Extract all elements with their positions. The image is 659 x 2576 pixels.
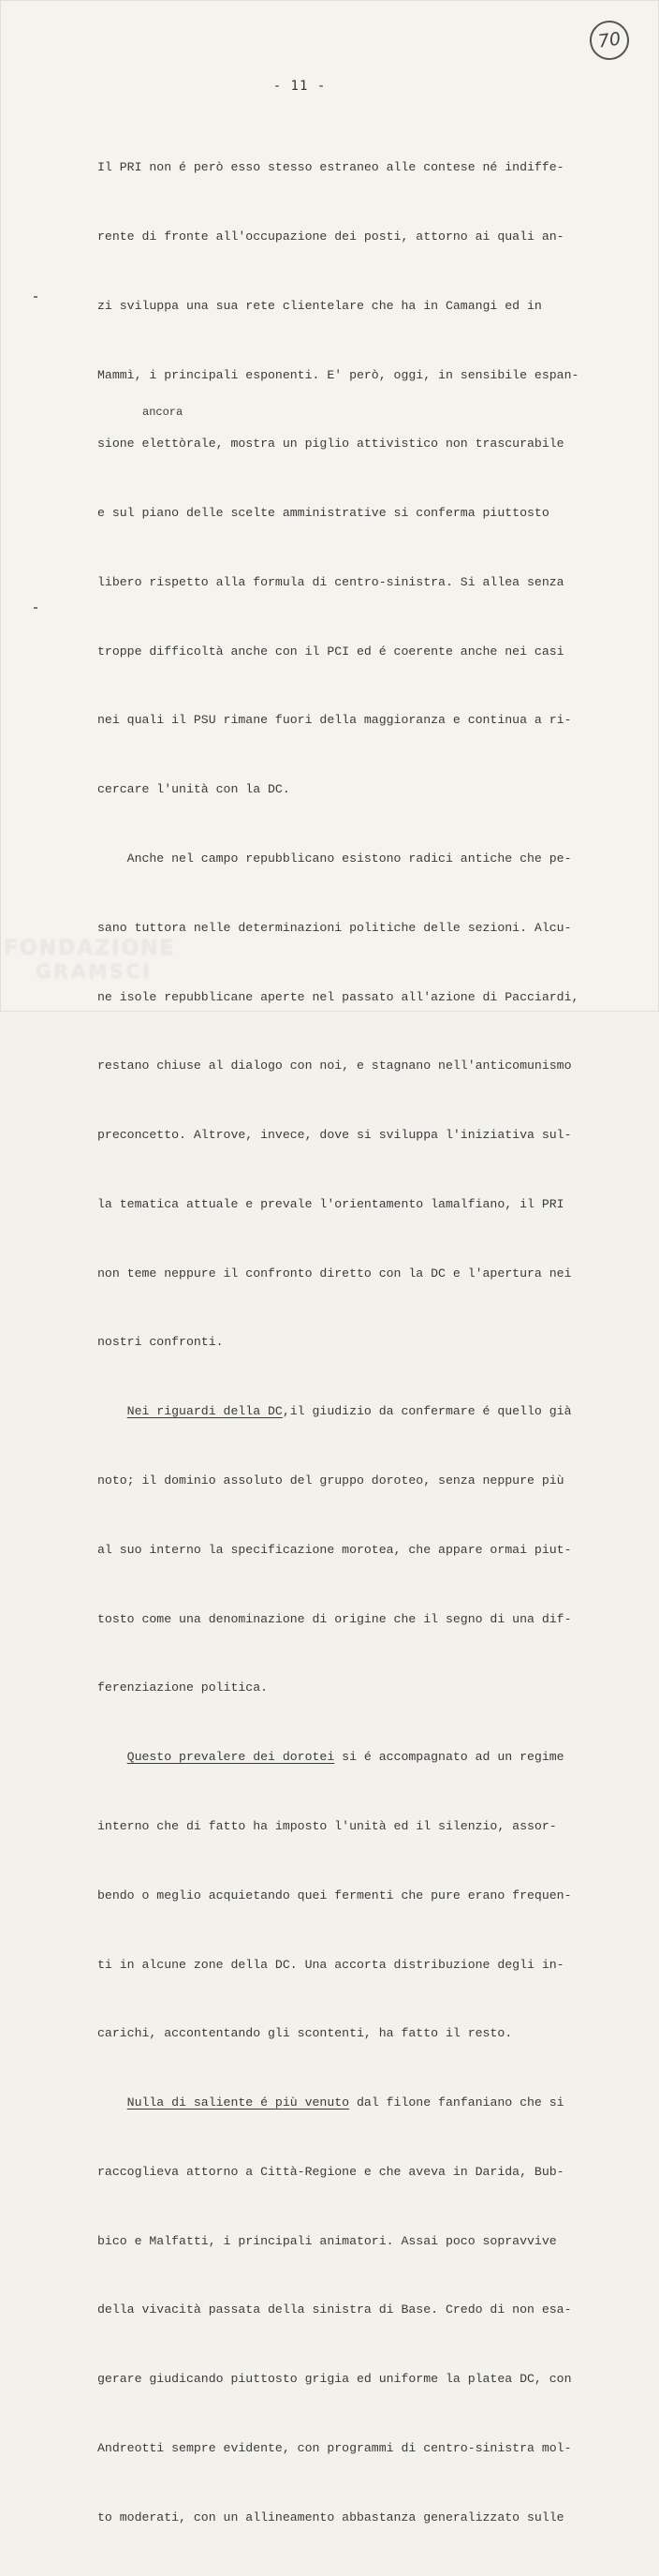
text-line: carichi, accontentando gli scontenti, ha fatto il resto. xyxy=(97,2026,513,2041)
text-line: nei quali il PSU rimane fuori della maggioranza e continua a ri- xyxy=(97,713,572,728)
page-number: - 11 - xyxy=(272,79,327,94)
text-line: bendo o meglio acquietando quei fermenti che pure erano frequen- xyxy=(97,1888,572,1902)
text-line: ferenziazione politica. xyxy=(97,1680,269,1695)
underlined-heading: Questo prevalere dei dorotei xyxy=(126,1750,335,1765)
text-line: restano chiuse al dialogo con noi, e stagnano nell'anticomunismo xyxy=(97,1059,572,1073)
text-line: to moderati, con un allineamento abbastanza generalizzato sulle xyxy=(97,2509,564,2524)
underlined-heading: Nulla di saliente é più venuto xyxy=(126,2095,350,2110)
text-line: nostri confronti. xyxy=(97,1335,224,1350)
text-line: tosto come una denominazione di origine che il segno di una dif- xyxy=(97,1611,572,1626)
margin-mark xyxy=(34,607,37,609)
text-line: cercare l'unità con la DC. xyxy=(97,782,290,797)
text-line: sano tuttora nelle determinazioni politiche delle sezioni. Alcu- xyxy=(97,920,572,935)
text-line: Anche nel campo repubblicano esistono radici antiche che pe- xyxy=(97,851,572,866)
text-line: Nulla di saliente é più venuto dal filone fanfaniano che si xyxy=(126,2095,564,2110)
text-line: non teme neppure il confronto diretto con la DC e l'apertura nei xyxy=(97,1266,572,1281)
fondazione-gramsci-watermark: FONDAZIONE GRAMSCI xyxy=(4,937,176,983)
text-line: gerare giudicando piuttosto grigia ed uniforme la platea DC, con xyxy=(97,2372,572,2387)
text-line: Nei riguardi della DC,il giudizio da confermare é quello già xyxy=(126,1404,572,1419)
text-line: libero rispetto alla formula di centro-sinistra. Si allea senza xyxy=(97,574,564,589)
text-line: troppe difficoltà anche con il PCI ed é coerente anche nei casi xyxy=(97,644,564,659)
text-line: Il PRI non é però esso stesso estraneo alle contese né indiffe- xyxy=(97,160,564,175)
text-line: interno che di fatto ha imposto l'unità ed il silenzio, assor- xyxy=(97,1818,557,1833)
text-line: la tematica attuale e prevale l'orientamento lamalfiano, il PRI xyxy=(97,1196,564,1211)
text-line: rente di fronte all'occupazione dei posti, attorno ai quali an- xyxy=(97,229,564,244)
archive-number-stamp: 70 xyxy=(587,18,631,62)
text-line: al suo interno la specificazione morotea, che appare ormai piut- xyxy=(97,1542,572,1557)
text-line: della vivacità passata della sinistra di Base. Credo di non esa- xyxy=(97,2302,572,2317)
text-line: raccoglieva attorno a Città-Regione e che aveva in Darida, Bub- xyxy=(97,2164,564,2179)
body-text xyxy=(97,111,622,2576)
text-line: bico e Malfatti, i principali animatori. Assai poco sopravvive xyxy=(97,2233,557,2248)
text-line: sione elettòrale, mostra un piglio attivistico non trascurabile xyxy=(97,437,564,452)
text-line: Andreotti sempre evidente, con programmi di centro-sinistra mol- xyxy=(97,2440,572,2455)
text-line: zi sviluppa una sua rete clientelare che ha in Camangi ed in xyxy=(97,298,542,313)
text-line: Mammì, i principali esponenti. E' però, oggi, in sensibile espan- xyxy=(97,367,579,382)
text-line: ti in alcune zone della DC. Una accorta distribuzione degli in- xyxy=(97,1957,564,1972)
handwritten-insert: ancora xyxy=(142,406,183,419)
text-line: ne isole repubblicane aperte nel passato all'azione di Pacciardi, xyxy=(97,989,579,1004)
margin-mark xyxy=(34,296,37,298)
underlined-heading: Nei riguardi della DC xyxy=(126,1404,283,1419)
text-line: Questo prevalere dei dorotei si é accompagnato ad un regime xyxy=(126,1750,564,1765)
text-line: preconcetto. Altrove, invece, dove si sviluppa l'iniziativa sul- xyxy=(97,1128,572,1143)
text-line: e sul piano delle scelte amministrative si conferma piuttosto xyxy=(97,506,549,521)
text-line: noto; il dominio assoluto del gruppo doroteo, senza neppure più xyxy=(97,1473,564,1488)
